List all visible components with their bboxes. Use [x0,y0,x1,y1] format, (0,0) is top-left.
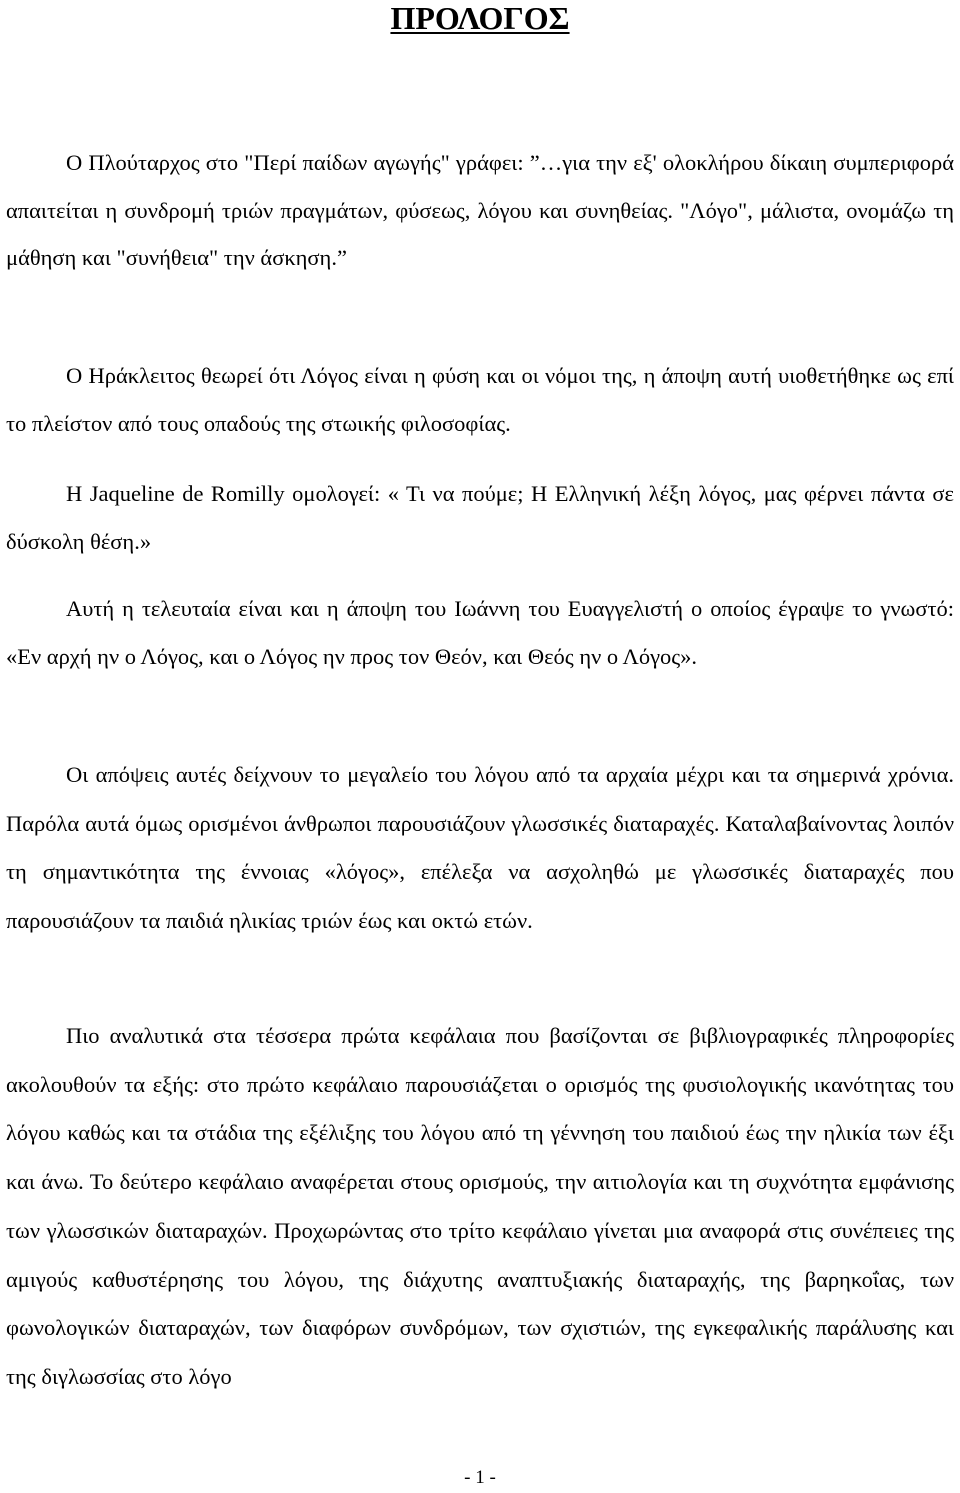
paragraph-plutarch: Ο Πλούταρχος στο "Περί παίδων αγωγής" γράφει: ”…για την εξ' ολοκλήρου δίκαιη συμπεριφορά απαιτείται η συνδρομή τριών πραγμάτων, φύσεως, λόγου και συνηθείας. "Λόγο", μάλιστα, ονομάζω τη μάθηση και "συνήθεια" την άσκηση.” [6,150,954,270]
paragraph-views: Οι απόψεις αυτές δείχνουν το μεγαλείο του λόγου από τα αρχαία μέχρι και τα σημερινά χρόνια. Παρόλα αυτά όμως ορισμένοι άνθρωποι παρουσιάζουν γλωσσικές διαταραχές. Καταλαβαίνοντας λοιπόν τη σημαντικότητα της έννοιας «λόγος», επέλεξα να ασχοληθώ με γλωσσικές διαταραχές που παρουσιάζουν τα παιδιά ηλικίας τριών έως και οκτώ ετών. [6,762,954,934]
page-number: - 1 - [464,1467,496,1488]
paragraph-romilly: Η Jaqueline de Romilly ομολογεί: « Τι να πούμε; Η Ελληνική λέξη λόγος, μας φέρνει πάντα σε δύσκολη θέση.» [6,481,954,554]
paragraph-heraclitus: Ο Ηράκλειτος θεωρεί ότι Λόγος είναι η φύση και οι νόμοι της, η άποψη αυτή υιοθετήθηκε ως επί το πλείστον από τους οπαδούς της στωικής φιλοσοφίας. [6,363,954,436]
page-title: ΠΡΟΛΟΓΟΣ [390,0,570,36]
paragraph-chapters: Πιο αναλυτικά στα τέσσερα πρώτα κεφάλαια που βασίζονται σε βιβλιογραφικές πληροφορίες ακολουθούν τα εξής: στο πρώτο κεφάλαιο παρουσιάζεται ο ορισμός της φυσιολογικής ικανότητας του λόγου καθώς και τα στάδια της εξέλιξης του λόγου από τη γέννηση του παιδιού έως την ηλικία των έξι και άνω. Το δεύτερο κεφάλαιο αναφέρεται στους ορισμούς, την αιτιολογία και τη συχνότητα εμφάνισης των γλωσσικών διαταραχών. Προχωρώντας στο τρίτο κεφάλαιο γίνεται μια αναφορά στις συνέπειες της αμιγούς καθυστέρησης του λόγου, της διάχυτης αναπτυξιακής διαταραχής, της βαρηκοΐας, των φωνολογικών διαταραχών, των διαφόρων συνδρόμων, των σχιστιών, της εγκεφαλικής παράλυσης και της διγλωσσίας στο λόγο [6,1023,954,1389]
paragraph-evangelist: Αυτή η τελευταία είναι και η άποψη του Ιωάννη του Ευαγγελιστή ο οποίος έγραψε το γνωστό: «Εν αρχή ην ο Λόγος, και ο Λόγος ην προς τον Θεόν, και Θεός ην ο Λόγος». [6,596,954,669]
